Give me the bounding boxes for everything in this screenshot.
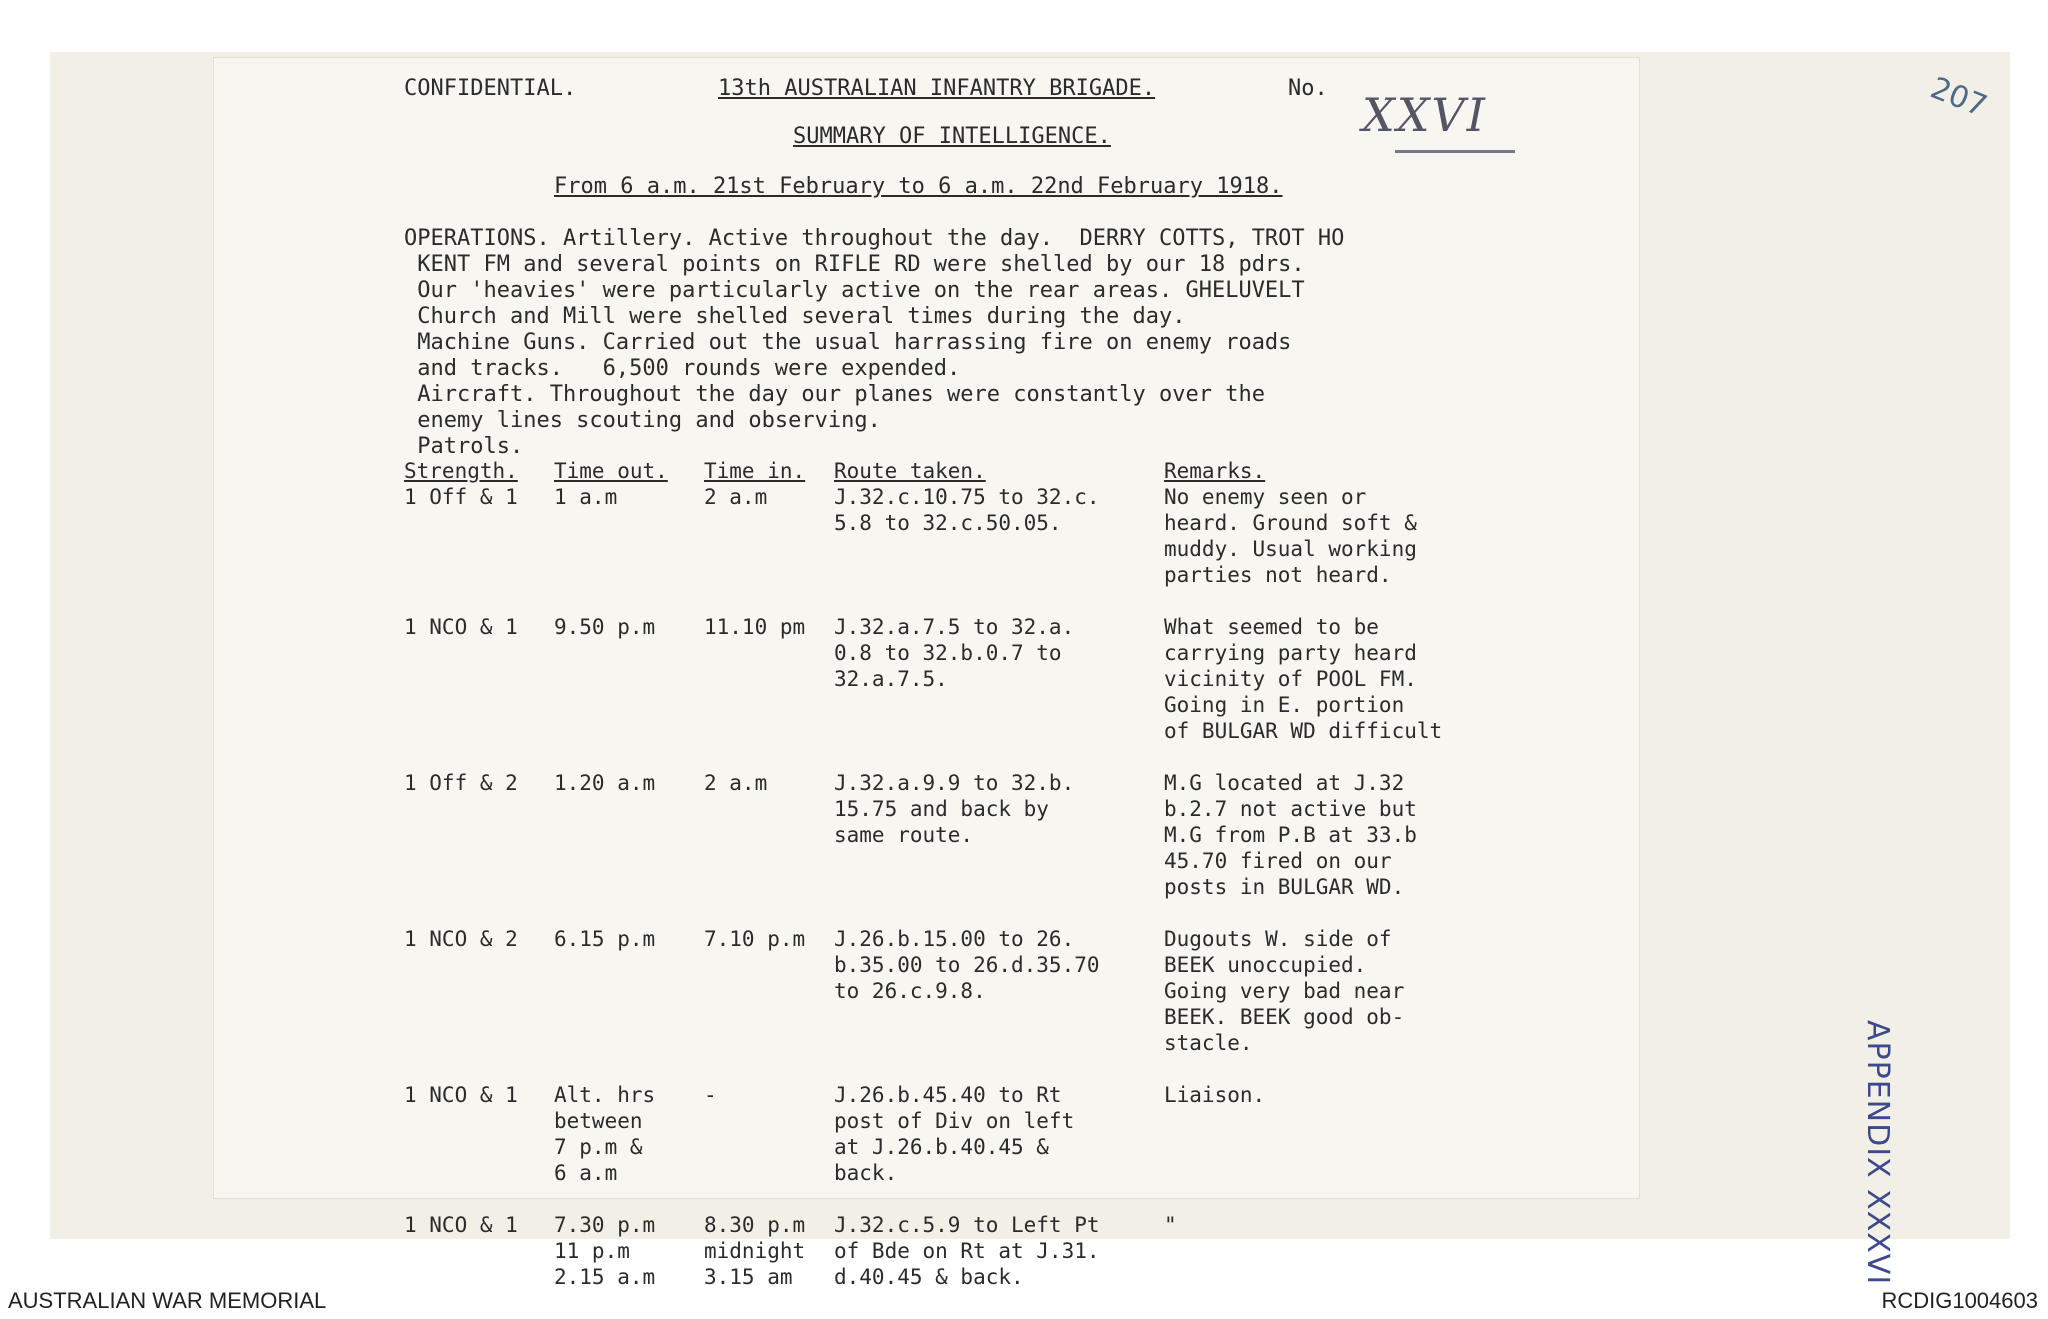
number-label: No. (1288, 76, 1328, 101)
patrol-time-in: - (704, 1083, 717, 1107)
patrols-table (404, 458, 1504, 1316)
patrol-time-out: Alt. hrs between 7 p.m & 6 a.m (554, 1083, 656, 1185)
patrol-time-in: 7.10 p.m (704, 927, 806, 951)
patrol-remarks: Dugouts W. side of BEEK unoccupied. Going very bad near BEEK. BEEK good ob- stacle. (1164, 927, 1405, 1055)
header-strength: Strength. (404, 459, 518, 483)
period-line: From 6 a.m. 21st February to 6 a.m. 22nd February 1918. (554, 174, 1283, 199)
stamp-number: 207 (1925, 70, 1992, 125)
patrol-row (404, 926, 1504, 1082)
patrol-time-out: 1.20 a.m (554, 771, 656, 795)
patrol-row (404, 1082, 1504, 1212)
operations-line: Our 'heavies' were particularly active on the rear areas. GHELUVELT (404, 278, 1305, 303)
handwritten-underline (1395, 150, 1515, 153)
patrol-row (404, 484, 1504, 614)
patrol-remarks: " (1164, 1213, 1177, 1237)
patrol-time-out: 1 a.m (554, 485, 618, 509)
operations-line: Machine Guns. Carried out the usual harrassing fire on enemy roads (404, 330, 1292, 355)
patrol-route: J.26.b.45.40 to Rt post of Div on left at J.26.b.40.45 & back. (834, 1083, 1075, 1185)
patrol-strength: 1 Off & 2 (404, 771, 518, 795)
patrol-row (404, 614, 1504, 770)
operations-line: enemy lines scouting and observing. (404, 408, 881, 433)
patrol-strength: 1 NCO & 2 (404, 927, 518, 951)
operations-line: KENT FM and several points on RIFLE RD were shelled by our 18 pdrs. (404, 252, 1305, 277)
operations-line: Patrols. (404, 434, 524, 459)
patrol-remarks: Liaison. (1164, 1083, 1266, 1107)
header-time-out: Time out. (554, 459, 668, 483)
patrol-time-out: 7.30 p.m 11 p.m 2.15 a.m (554, 1213, 656, 1289)
footer-institution: AUSTRALIAN WAR MEMORIAL (8, 1288, 327, 1313)
patrol-row (404, 770, 1504, 926)
patrol-time-out: 9.50 p.m (554, 615, 656, 639)
patrol-strength: 1 NCO & 1 (404, 1213, 518, 1237)
patrol-time-in: 11.10 pm (704, 615, 806, 639)
operations-line: OPERATIONS. Artillery. Active throughout the day. DERRY COTTS, TROT HO (404, 226, 1345, 251)
patrol-strength: 1 Off & 1 (404, 485, 518, 509)
header-route: Route taken. (834, 459, 986, 483)
patrol-time-in: 8.30 p.m midnight 3.15 am (704, 1213, 806, 1289)
patrol-route: J.26.b.15.00 to 26. b.35.00 to 26.d.35.70 to 26.c.9.8. (834, 927, 1100, 1003)
footer-reference: RCDIG1004603 (1881, 1288, 2038, 1313)
patrol-remarks: M.G located at J.32 b.2.7 not active but M.G from P.B at 33.b 45.70 fired on our posts in BULGAR WD. (1164, 771, 1417, 899)
patrol-row (404, 1212, 1504, 1316)
patrol-route: J.32.a.7.5 to 32.a. 0.8 to 32.b.0.7 to 32.a.7.5. (834, 615, 1075, 691)
brigade-title: 13th AUSTRALIAN INFANTRY BRIGADE. (718, 76, 1156, 101)
operations-line: and tracks. 6,500 rounds were expended. (404, 356, 961, 381)
patrol-remarks: What seemed to be carrying party heard vicinity of POOL FM. Going in E. portion of BULGAR WD difficult (1164, 615, 1443, 743)
patrol-strength: 1 NCO & 1 (404, 615, 518, 639)
patrol-strength: 1 NCO & 1 (404, 1083, 518, 1107)
patrol-time-in: 2 a.m (704, 771, 768, 795)
patrol-remarks: No enemy seen or heard. Ground soft & muddy. Usual working parties not heard. (1164, 485, 1417, 587)
header-time-in: Time in. (704, 459, 806, 483)
handwritten-number: XXVI (1362, 88, 1487, 142)
operations-line: Church and Mill were shelled several times during the day. (404, 304, 1186, 329)
operations-line: Aircraft. Throughout the day our planes were constantly over the (404, 382, 1265, 407)
patrol-route: J.32.c.10.75 to 32.c. 5.8 to 32.c.50.05. (834, 485, 1100, 535)
confidential-label: CONFIDENTIAL. (404, 76, 577, 101)
appendix-label: APPENDIX XXXVI (1860, 1020, 1895, 1286)
summary-title: SUMMARY OF INTELLIGENCE. (793, 124, 1111, 149)
patrol-time-out: 6.15 p.m (554, 927, 656, 951)
patrol-time-in: 2 a.m (704, 485, 768, 509)
patrol-route: J.32.c.5.9 to Left Pt of Bde on Rt at J.31. d.40.45 & back. (834, 1213, 1100, 1289)
patrol-route: J.32.a.9.9 to 32.b. 15.75 and back by same route. (834, 771, 1075, 847)
patrols-header-row (404, 458, 1504, 484)
header-remarks: Remarks. (1164, 459, 1266, 483)
